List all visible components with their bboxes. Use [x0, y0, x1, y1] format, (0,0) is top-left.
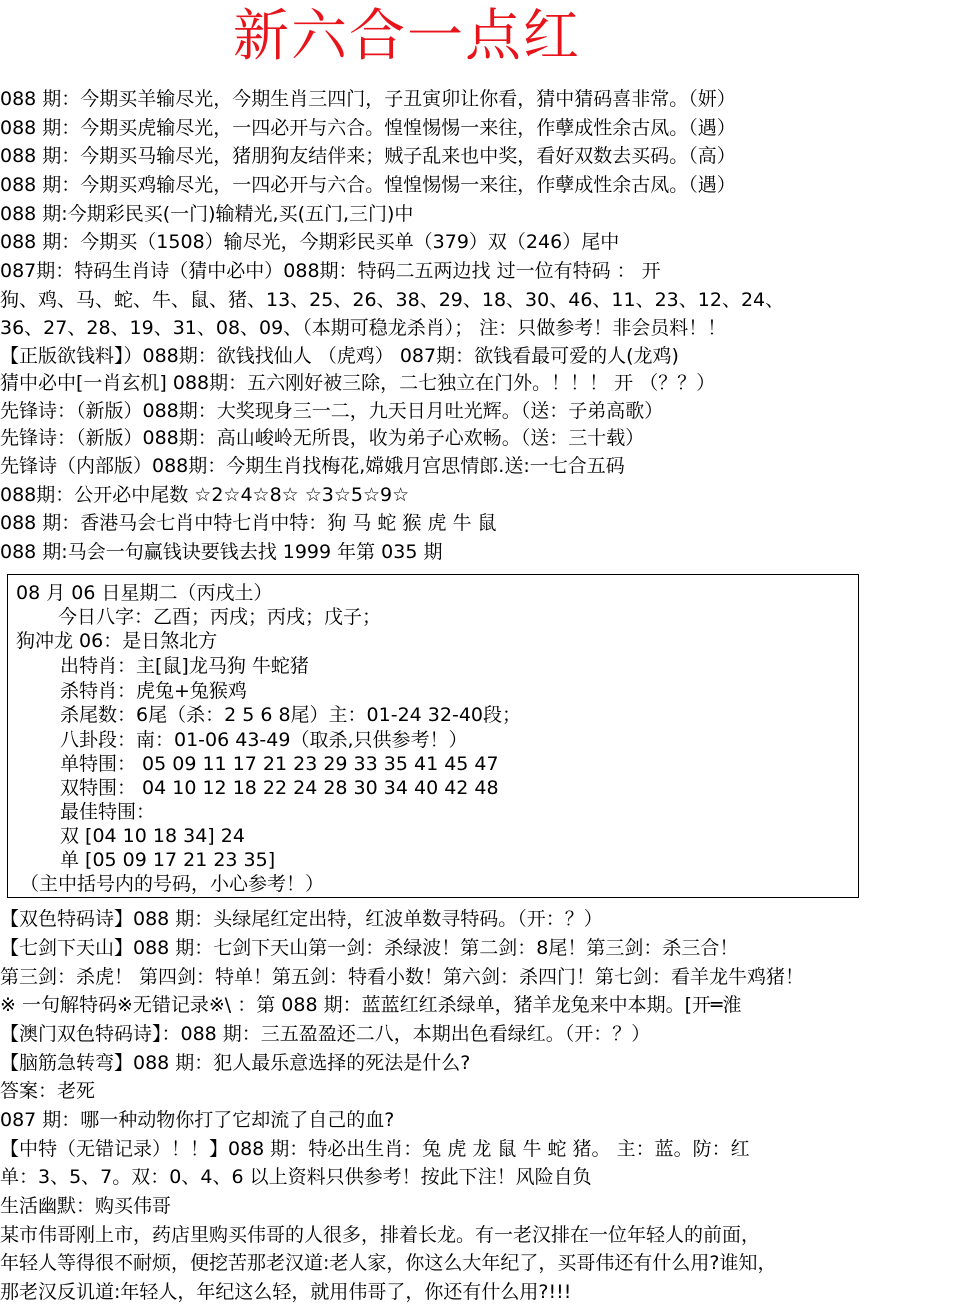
text-line: 088 期：今期买虎输尽光，一四必开与六合。惶惶惕惕一来往，作孽成性余古凤。（遇）: [0, 117, 736, 139]
text-line: 答案：老死: [0, 1080, 96, 1102]
box-line: 今日八字：乙酉；丙戌；丙戌；戊子；: [58, 606, 382, 628]
text-line: 【中特（无错记录）！！】088 期：特必出生肖：兔 虎 龙 鼠 牛 蛇 猪。 主：蓝。防：红: [0, 1138, 750, 1160]
text-line: 生活幽默：购买伟哥: [0, 1195, 172, 1217]
text-line: 猜中必中[一肖玄机] 088期：五六刚好被三除，二七独立在门外。！！！ 开 （？？）: [0, 372, 716, 394]
text-line: 狗、鸡、马、蛇、牛、鼠、猪、13、25、26、38、29、18、30、46、11、23、12、24、: [0, 289, 785, 311]
box-line: 狗冲龙 06：是日煞北方: [16, 630, 218, 652]
text-line: 【脑筋急转弯】088 期：犯人最乐意选择的死法是什么?: [0, 1052, 471, 1074]
box-line: 双特围： 04 10 12 18 22 24 28 30 34 40 42 48: [60, 777, 499, 799]
box-line: 08 月 06 日星期二（丙戌土）: [16, 582, 273, 604]
text-line: 088 期:今期彩民买(一门)输精光,买(五门,三门)中: [0, 203, 414, 225]
text-line: 第三剑：杀虎！ 第四剑：特单！第五剑：特看小数！第六剑：杀四门！第七剑：看羊龙牛鸡猪！: [0, 966, 805, 988]
text-line: 年轻人等得很不耐烦，便挖苦那老汉道:老人家，你这么大年纪了，买哥伟还有什么用?谁知，: [0, 1252, 777, 1274]
text-line: 某市伟哥刚上市，药店里购买伟哥的人很多，排着长龙。有一老汉排在一位年轻人的前面，: [0, 1224, 761, 1246]
text-line: 先锋诗：（新版）088期：大奖现身三一二，九天日月吐光辉。（送：子弟高歌）: [0, 400, 664, 422]
text-line: 088期：公开必中尾数 ☆2☆4☆8☆ ☆3☆5☆9☆: [0, 484, 410, 506]
text-line: 【正版欲钱料】）088期：欲钱找仙人 （虎鸡） 087期：欲钱看最可爱的人(龙鸡): [0, 345, 679, 367]
text-line: 088 期：今期买（1508）输尽光，今期彩民买单（379）双（246）尾中: [0, 231, 620, 253]
box-line: 双 [04 10 18 34] 24: [60, 825, 245, 847]
text-line: 088 期:马会一句赢钱诀要钱去找 1999 年第 035 期: [0, 541, 443, 563]
text-line: 087 期：哪一种动物你打了它却流了自己的血?: [0, 1109, 395, 1131]
text-line: 先锋诗（内部版）088期：今期生肖找梅花,嫦娥月宫思情郎.送:一七合五码: [0, 455, 625, 477]
text-line: 088 期：今期买鸡输尽光，一四必开与六合。惶惶惕惕一来往，作孽成性余古凤。（遇）: [0, 174, 736, 196]
daily-info-box: [7, 574, 859, 898]
text-line: 【七剑下天山】088 期：七剑下天山第一剑：杀绿波！第二剑：8尾！第三剑：杀三合！: [0, 937, 739, 959]
text-line: 36、27、28、19、31、08、09、（本期可稳龙杀肖）； 注：只做参考！非会员料！！: [0, 317, 727, 339]
text-line: 088 期：今期买马输尽光，猪朋狗友结伴来；贼子乱来也中奖，看好双数去买码。（高）: [0, 145, 736, 167]
text-line: 【澳门双色特码诗】：088 期：三五盈盈还二八，本期出色看绿红。（开：？）: [0, 1023, 651, 1045]
box-line: 杀尾数：6尾（杀：2 5 6 8尾）主：01-24 32-40段；: [60, 704, 522, 726]
box-line: 杀特肖：虎兔+兔猴鸡: [60, 680, 247, 702]
box-line: 最佳特围：: [60, 801, 156, 823]
text-line: 088 期：今期买羊输尽光，今期生肖三四门，子丑寅卯让你看，猜中猜码喜非常。（妍）: [0, 88, 736, 110]
text-line: 087期：特码生肖诗（猜中必中）088期：特码二五两边找 过一位有特码 ： 开: [0, 260, 661, 282]
box-line: （主中括号内的号码，小心参考！）: [20, 873, 325, 895]
text-line: 088 期：香港马会七肖中特七肖中特：狗 马 蛇 猴 虎 牛 鼠: [0, 512, 497, 534]
text-line: 先锋诗：（新版）088期：高山峻岭无所畏，收为弟子心欢畅。（送：三十载）: [0, 427, 645, 449]
box-line: 八卦段：南：01-06 43-49（取杀,只供参考！）: [60, 729, 468, 751]
page-title: 新六合一点红: [233, 4, 581, 69]
text-line: 那老汉反讥道:年轻人，年纪这么轻，就用伟哥了，你还有什么用?!!!: [0, 1281, 572, 1303]
text-line: ※ 一句解特码※无错记录※\ ：第 088 期：蓝蓝红红杀绿单，猪羊龙兔来中本期。[开═淮: [0, 994, 742, 1016]
text-line: 单：3、5、7。双：0、4、6 以上资料只供参考！按此下注！风险自负: [0, 1166, 592, 1188]
box-line: 出特肖：主[鼠]龙马狗 牛蛇猪: [60, 655, 309, 677]
text-line: 【双色特码诗】088 期：头绿尾红定出特，红波单数寻特码。（开：？）: [0, 908, 603, 930]
box-line: 单 [05 09 17 21 23 35]: [60, 849, 276, 871]
box-line: 单特围： 05 09 11 17 21 23 29 33 35 41 45 47: [60, 753, 499, 775]
